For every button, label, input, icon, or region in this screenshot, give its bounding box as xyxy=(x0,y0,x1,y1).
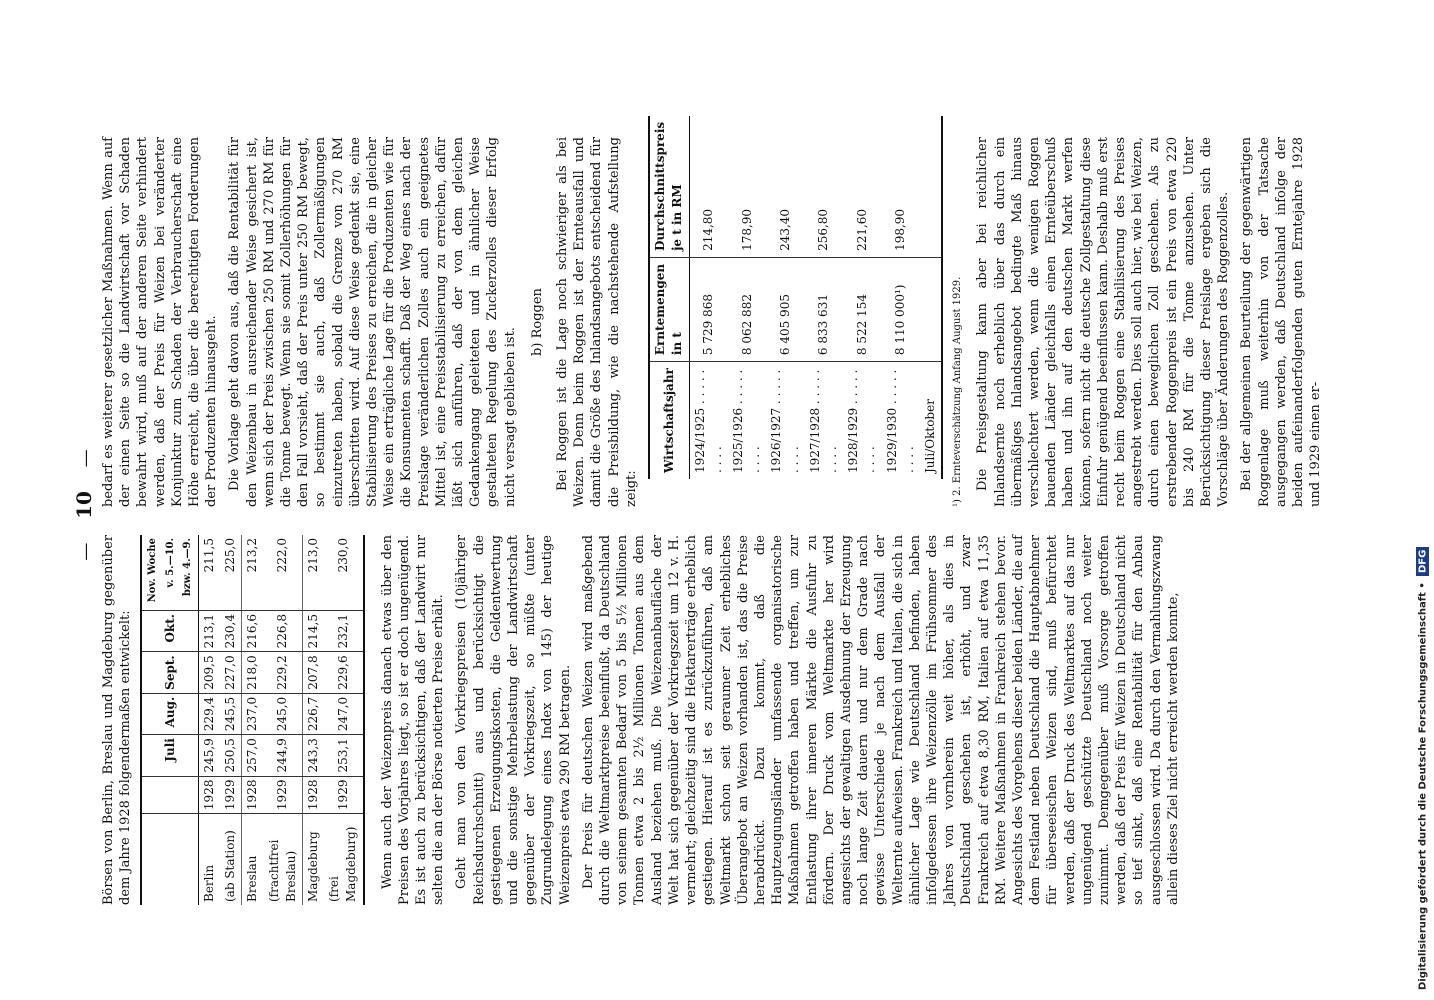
table-cell: (frachtfrei Breslau) xyxy=(266,839,298,902)
table-cell: 1929 xyxy=(324,776,363,814)
left-column xyxy=(100,535,1188,905)
table1-intro: Börsen von Berlin, Breslau und Magdeburg gegenüber dem Jahre 1928 folgendermaßen entwickelt: xyxy=(101,535,134,905)
table-cell: 245,0 xyxy=(264,693,303,734)
table-header-cell xyxy=(141,814,198,905)
table-cell: 222,0 xyxy=(264,535,303,611)
table-cell: 198,90 xyxy=(882,116,920,258)
table-header-row xyxy=(649,116,689,479)
table-cell: 1925/1926 . . . . . . . . . xyxy=(730,369,763,473)
table-cell: 216,6 xyxy=(242,611,264,652)
table-cell: 6 405 905 xyxy=(766,257,804,361)
table-cell: (ab Station) xyxy=(223,830,238,902)
table-cell: 1928 xyxy=(242,776,264,814)
table-cell: Juli/Oktober xyxy=(922,399,937,473)
table-cell: 209,5 xyxy=(199,652,221,693)
table-cell: 1926/1927 . . . . . . . . . xyxy=(769,369,801,473)
table-row xyxy=(264,535,303,905)
section-heading: b) Roggen xyxy=(529,288,545,356)
rye-harvest-table xyxy=(648,116,943,479)
body-paragraph: Die Vorlage geht davon aus, daß die Rentabilität für den Weizenbau in ausreichender Weise gesichert ist, wenn sich der Preis zwischen 250 RM und 270 RM für die Tonne bewegt. Wenn sie somit Zollerhöhungen für den Fall vorsieht, daß der Preis unter 250 RM bewegt, so bestimmt sie auch, daß Zollermäßigungen einzutreten haben, sobald die Grenze von 270 RM überschritten wird. Auf diese Weise gedenkt sie, eine Stabilisierung des Preises zu erreichen, die in gleicher Weise ein erträgliche Lage für die Produzenten wie für die Konsumenten schafft. Daß der Weg eines nach der Preislage veränderlichen Zolles auch ein geeignetes Mittel ist, eine Preisstabilisierung zu erreichen, dafür läßt sich anführen, daß der von dem gleichen Gedankengang geleiteten und in ähnlicher Weise gestalteten Regelung des Zuckerzolles dieser Erfolg nicht versagt geblieben ist. xyxy=(227,137,518,507)
table-header-cell: Juli xyxy=(141,735,198,776)
table-cell: 213,2 xyxy=(242,535,264,611)
table-cell: 214,5 xyxy=(303,611,325,652)
table-cell: 1928 xyxy=(303,776,325,814)
table-cell: 1924/1925 . . . . . . . . . xyxy=(692,369,724,473)
page-header xyxy=(72,105,96,905)
table-cell: 1929/1930 . . . . . . . . . xyxy=(884,369,916,473)
table-cell: 229,6 xyxy=(324,652,363,693)
table-cell: (frei Magdeburg) xyxy=(327,826,359,902)
table-header-cell: Sept. xyxy=(141,652,198,693)
table-cell: 1927/1928 . . . . . . . . . xyxy=(807,369,839,473)
table-row xyxy=(843,116,881,479)
table-row xyxy=(728,116,766,479)
table-cell: 6 833 631 xyxy=(805,257,843,361)
table-header-cell: Erntemengen in t xyxy=(649,257,689,361)
table-cell: 178,90 xyxy=(728,116,766,258)
table-cell: 230,4 xyxy=(220,611,242,652)
table-row xyxy=(242,535,264,905)
table-row xyxy=(689,116,728,479)
table-cell: 244,9 xyxy=(264,735,303,776)
table-cell: 1929 xyxy=(220,776,242,814)
table-cell: 245,5 xyxy=(220,693,242,734)
footnote: ¹) 2. Ernteverschätzung Anfang August 1929. xyxy=(952,276,964,507)
table-cell: 257,0 xyxy=(242,735,264,776)
header-dash-left: — xyxy=(75,542,96,561)
table-cell: 213,0 xyxy=(303,535,325,611)
dfg-logo: DFG xyxy=(1417,547,1430,576)
credit-text: Digitalisierung gefördert durch die Deutsche Forschungsgemeinschaft • xyxy=(1417,582,1429,990)
table-header-cell: Aug. xyxy=(141,693,198,734)
table-cell: 213,1 xyxy=(199,611,221,652)
table-cell: 232,1 xyxy=(324,611,363,652)
table-row xyxy=(324,535,363,905)
table-header-cell: Okt. xyxy=(141,611,198,652)
table-cell: 5 729 868 xyxy=(689,257,728,361)
right-column xyxy=(100,121,1330,507)
document-page xyxy=(72,105,1324,905)
table-row xyxy=(766,116,804,479)
table-header-cell: Durchschnittspreis je t in RM xyxy=(649,116,689,258)
table-cell: Breslau xyxy=(245,855,260,902)
table-cell: 218,0 xyxy=(242,652,264,693)
table-row xyxy=(199,535,221,905)
table-cell: 211,5 xyxy=(199,535,221,611)
table-cell: 8 522 154 xyxy=(843,257,881,361)
table-header-cell: Nov. Woche v. 5.—10. bzw. 4.—9. xyxy=(141,535,198,611)
table-cell: 226,7 xyxy=(303,693,325,734)
table-cell: 243,40 xyxy=(766,116,804,258)
table-row xyxy=(920,116,942,479)
table-row xyxy=(303,535,325,905)
table-cell: 229,2 xyxy=(264,652,303,693)
table-cell xyxy=(920,116,942,258)
table-cell: 245,9 xyxy=(199,735,221,776)
table-cell: 253,1 xyxy=(324,735,363,776)
body-paragraph: bedarf es weiterer gesetzlicher Maßnahmen. Wenn auf der einen Seite so die Landwirtschaft vor Schaden bewahrt wird, muß auf der anderen Seite verhindert werden, daß der Preis für Weizen bei veränderter Konjunktur zum Schaden der Verbraucherschaft eine Höhe erreicht, die über die berechtigten Forderungen der Produzenten hinausgeht. xyxy=(101,137,220,507)
table-header-cell: Wirtschaftsjahr xyxy=(661,368,676,473)
table-cell: 256,80 xyxy=(805,116,843,258)
table-header-cell xyxy=(141,776,198,814)
table-cell: 250,5 xyxy=(220,735,242,776)
table-cell: 221,60 xyxy=(843,116,881,258)
table-cell xyxy=(920,257,942,361)
table-cell: Magdeburg xyxy=(306,831,321,902)
page-number: 10 xyxy=(72,491,96,519)
table-cell: Berlin xyxy=(202,864,217,902)
table-cell: 8 062 882 xyxy=(728,257,766,361)
table-cell: 1928 xyxy=(199,776,221,814)
table-cell: 226,8 xyxy=(264,611,303,652)
table-cell: 227,0 xyxy=(220,652,242,693)
table-cell: 1929 xyxy=(264,776,303,814)
digitization-credit xyxy=(1408,10,1434,990)
table-cell: 237,0 xyxy=(242,693,264,734)
table-cell: 225,0 xyxy=(220,535,242,611)
table-row xyxy=(882,116,920,479)
table-cell: 243,3 xyxy=(303,735,325,776)
table-cell: 229,4 xyxy=(199,693,221,734)
table-cell: 8 110 000¹) xyxy=(882,257,920,361)
table-cell: 214,80 xyxy=(689,116,728,258)
body-paragraph: Bei Roggen ist die Lage noch schwieriger als bei Weizen. Denn beim Roggen ist der Ernteausfall und damit die Größe des Inlandsangebots entscheidend für die Preisbildung, wie die nachstehende Aufstellung zeigt: xyxy=(555,137,639,507)
header-dash-right: — xyxy=(75,449,96,468)
table-cell: 207,8 xyxy=(303,652,325,693)
table-cell: 1928/1929 . . . . . . . . . xyxy=(846,369,878,473)
table-cell: 247,0 xyxy=(324,693,363,734)
body-paragraph: Wenn auch der Weizenpreis danach etwas über den Preisen des Vorjahres liegt, so ist er doch ungenügend. Es ist auch zu berücksichtigen, daß der Landwirt nur selten die an der Börse notierten Preise erhält. xyxy=(379,535,447,905)
table-cell: 230,0 xyxy=(324,535,363,611)
table-row xyxy=(805,116,843,479)
table-header-row xyxy=(141,535,198,905)
wheat-price-table xyxy=(140,535,364,905)
body-paragraph: Geht man von den Vorkriegspreisen (10jähriger Reichsdurchschnitt) aus und berücksichtigt die gestiegenen Erzeugungskosten, die Geldentwertung und die sonstige Mehrbelastung der Landwirtschaft gegenüber der Vorkriegszeit, so müßte (unter Zugrundelegung eines Index von 145) der heutige Weizenpreis etwa 290 RM betragen. xyxy=(454,535,573,905)
body-paragraph: Die Preisgestaltung kann aber bei reichlicher Inlandsernte noch erheblich über das durch ein übermäßiges Inlandsangebot bedingte Maß hinaus verschlechtert werden, wenn die wenigen Roggen bauenden Länder gleichfalls einen Ernteüberschuß haben und ihn auf den deutschen Markt werfen können, sofern nicht die deutsche Zollgestaltung diese Einfuhr genügend beeinflussen kann. Deshalb muß erst recht beim Roggen eine Stabilisierung des Preises angestrebt werden. Dies soll auch hier, wie bei Weizen, durch einen beweglichen Zoll geschehen. Als zu erstrebender Roggenpreis ist ein Preis von etwa 220 bis 240 RM für die Tonne anzusehen. Unter Berücksichtigung dieser Preislage ergeben sich die Vorschläge über Änderungen des Roggenzolles. xyxy=(975,137,1232,507)
body-paragraph: Bei der allgemeinen Beurteilung der gegenwärtigen Roggenlage muß weiterhin von der Tatsache ausgegangen werden, daß Deutschland infolge der beiden aufeinanderfolgenden guten Erntejahre 1928 und 1929 einen er- xyxy=(1239,137,1324,507)
body-paragraph: Der Preis für deutschen Weizen wird maßgebend durch die Weltmarktpreise beeinflußt, da Deutschland von seinem gesamten Bedarf von 5 bis 5½ Millionen Tonnen etwa 2 bis 2½ Millionen Tonnen aus dem Ausland beziehen muß. Die Weizenanbaufläche der Welt hat sich gegenüber der Vorkriegszeit um 12 v. H. vermehrt; gleichzeitig sind die Hektarerträge erheblich gestiegen. Hierauf ist es zurückzuführen, daß am Weltmarkt schon seit geraumer Zeit erhebliches Überangebot an Weizen vorhanden ist, das die Preise herabdrückt. Dazu kommt, daß die Hauptzeugungsländer umfassende organisatorische Maßnahmen getroffen haben und treffen, um zur Entlastung ihrer inneren Märkte die Ausfuhr zu fördern. Der Druck vom Weltmarkte her wird angesichts der gewaltigen Ausdehnung der Erzeugung noch lange Zeit dauern und nur dem Grade nach gewisse Unterschiede je nach dem Ausfall der Welternte aufweisen. Frankreich und Italien, die sich in ähnlicher Lage wie Deutschland befinden, haben infolgedessen ihre Weizenzölle im Frühsommer des Jahres von vornherein weit höher, als dies in Deutschland geschehen ist, erhöht, und zwar Frankreich auf etwa 8,30 RM, Italien auf etwa 11,35 RM. Weitere Maßnahmen in Frankreich stehen bevor. Angesichts des Vorgehens dieser beiden Länder, die auf dem Festland neben Deutschland die Hauptabnehmer für überseeischen Weizen sind, muß befürchtet werden, daß der Druck des Weltmarktes auf das nur ungenügend geschützte Deutschland noch weiter zunimmt. Demgegenüber muß Vorsorge getroffen werden, daß der Preis für Weizen in Deutschland nicht so tief sinkt, daß eine Rentabilität für den Anbau ausgeschlossen wird. Da durch den Vermahlungszwang allein dieses Ziel nicht erreicht werden konnte, xyxy=(580,535,1181,905)
table-row xyxy=(220,535,242,905)
